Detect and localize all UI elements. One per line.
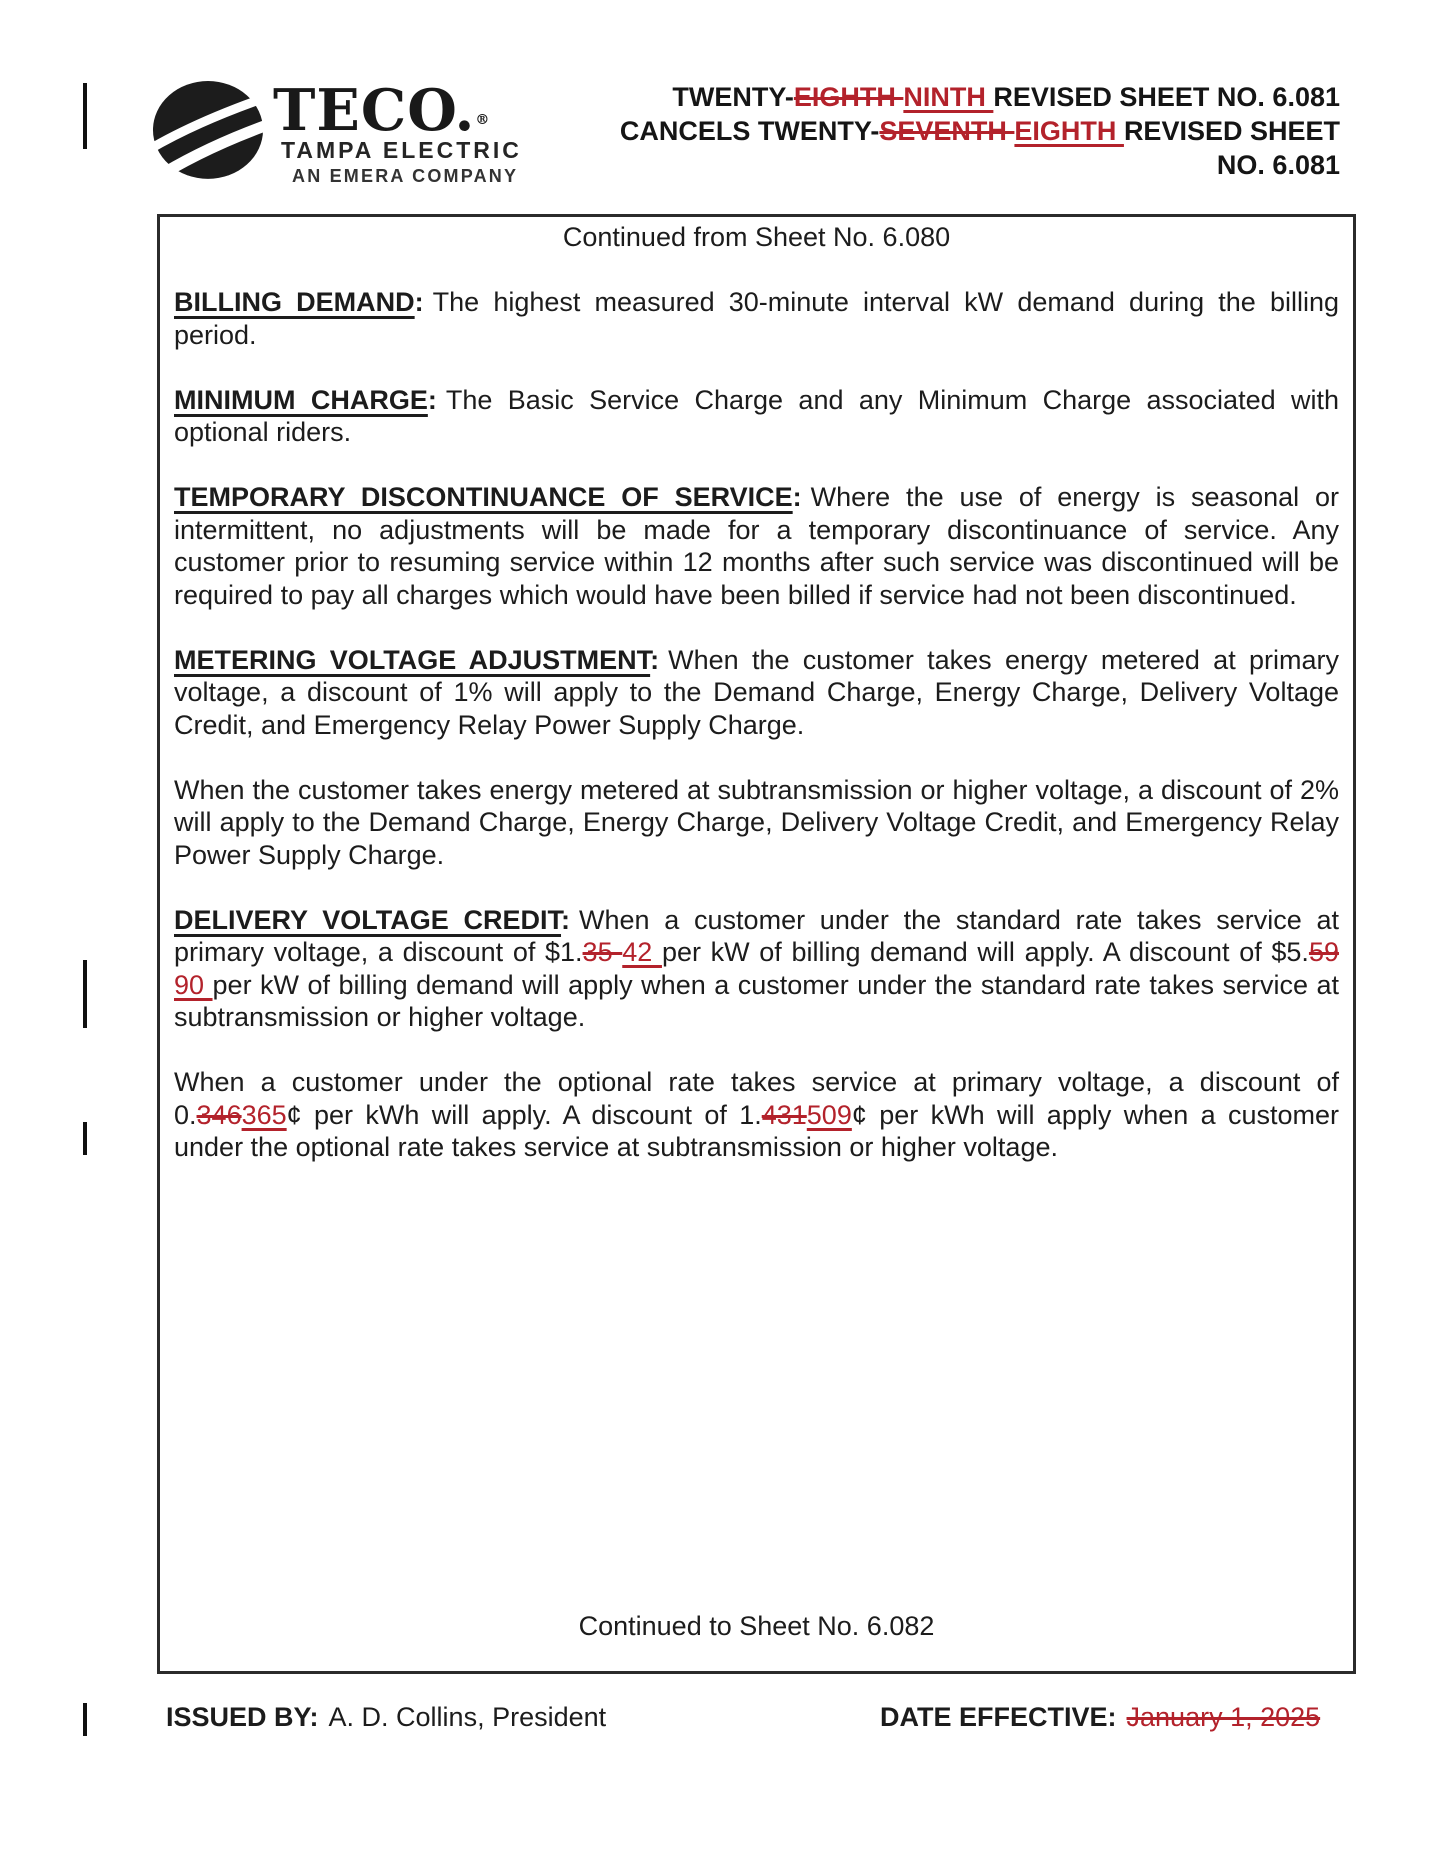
paragraph-heading: METERING VOLTAGE ADJUSTMENT: <box>174 644 660 675</box>
paragraph <box>174 384 1339 449</box>
text-run: NO. 6.081 <box>1216 150 1340 180</box>
inserted-text: 42 <box>622 937 662 967</box>
deleted-text: 59 <box>1308 937 1339 967</box>
date-effective-label: DATE EFFECTIVE: <box>880 1702 1117 1732</box>
inserted-text: 365 <box>241 1099 287 1130</box>
text-run: The highest measured 30-minute interval kW demand during the billing period. <box>174 287 1339 350</box>
teco-wordmark <box>273 77 490 144</box>
paragraph <box>174 904 1339 1034</box>
logo-subtitle: TAMPA ELECTRIC <box>281 137 522 163</box>
text-run: REVISED SHEET <box>1123 116 1340 146</box>
footer-date-effective <box>880 1701 1320 1734</box>
deleted-text: EIGHTH <box>793 82 904 112</box>
text-run: When a customer under the standard rate takes service at primary voltage, a discount of $1. <box>174 904 1339 967</box>
deleted-text: SEVENTH <box>879 116 1015 146</box>
continued-from-line: Continued from Sheet No. 6.080 <box>562 222 951 252</box>
paragraph-list <box>174 286 1339 1164</box>
revision-line <box>620 80 1340 114</box>
paragraph-heading: BILLING DEMAND: <box>174 287 424 317</box>
text-run: Where the use of energy is seasonal or intermittent, no adjustments will be made for a temporary discontinuance of service. Any customer prior to resuming service within 12 months after such service was discontinued will be required to pay all charges which would have been billed if service had not been discontinued. <box>174 482 1339 610</box>
paragraph <box>174 774 1339 872</box>
issued-by-value: A. D. Collins, President <box>328 1702 607 1732</box>
text-run: TWENTY- <box>672 82 794 112</box>
text-run: When the customer takes energy metered at subtransmission or higher voltage, a discount of 2% will apply to the Demand Charge, Energy Charge, Delivery Voltage Credit, and Emergency Relay Power Supply Charge. <box>174 774 1339 870</box>
inserted-text: NINTH <box>903 82 994 112</box>
revision-change-bar <box>83 1122 87 1155</box>
text-run: The Basic Service Charge and any Minimum Charge associated with optional riders. <box>174 384 1339 447</box>
paragraph <box>174 481 1339 611</box>
registered-trademark-symbol: ® <box>475 112 490 128</box>
text-run: CANCELS TWENTY- <box>619 116 880 146</box>
text-run: REVISED SHEET NO. 6.081 <box>993 82 1340 112</box>
text-run: ¢ per kWh will apply when a customer under the optional rate takes service at subtransmission or higher voltage. <box>174 1099 1340 1162</box>
paragraph-heading-text: MINIMUM CHARGE <box>174 384 428 415</box>
deleted-text: January 1, 2025 <box>1126 1702 1321 1732</box>
revision-line <box>620 114 1340 148</box>
paragraph-heading-text: BILLING DEMAND <box>174 287 415 317</box>
footer-issued-by <box>166 1701 606 1734</box>
inserted-text: EIGHTH <box>1014 116 1124 146</box>
revision-line <box>620 148 1340 182</box>
paragraph-heading: MINIMUM CHARGE: <box>174 384 437 415</box>
paragraph-heading: DELIVERY VOLTAGE CREDIT: <box>174 904 571 935</box>
text-run: When the customer takes energy metered at primary voltage, a discount of 1% will apply to the Demand Charge, Energy Charge, Delivery Voltage Credit, and Emergency Relay Power Supply Charge. <box>174 644 1339 740</box>
revision-change-bar <box>83 1703 87 1736</box>
deleted-text: 35 <box>582 937 623 967</box>
inserted-text: 90 <box>174 969 213 1000</box>
text-run: per kW of billing demand will apply. A discount of $5. <box>661 937 1309 967</box>
deleted-text: 431 <box>761 1099 807 1130</box>
paragraph-heading-text: METERING VOLTAGE ADJUSTMENT <box>174 644 651 675</box>
tariff-text-frame <box>157 214 1356 1674</box>
revision-change-bar <box>83 960 87 1028</box>
revision-change-bar <box>83 83 87 149</box>
teco-wordmark-text: TECO. <box>273 77 476 144</box>
inserted-text: 509 <box>806 1099 852 1130</box>
deleted-text: 346 <box>196 1099 242 1130</box>
paragraph-heading-text: DELIVERY VOLTAGE CREDIT <box>174 904 562 935</box>
paragraph-heading: TEMPORARY DISCONTINUANCE OF SERVICE: <box>174 482 802 512</box>
logo-tagline: AN EMERA COMPANY <box>292 166 519 186</box>
paragraph <box>174 286 1339 351</box>
date-effective-value <box>1127 1702 1321 1732</box>
text-run: ¢ per kWh will apply. A discount of 1. <box>286 1099 762 1130</box>
paragraph <box>174 1066 1339 1164</box>
text-run: When a customer under the optional rate takes service at primary voltage, a discount of 0. <box>174 1067 1339 1130</box>
paragraph <box>174 644 1339 742</box>
text-run: per kW of billing demand will apply when a customer under the standard rate takes service at subtransmission or higher voltage. <box>174 969 1339 1032</box>
teco-globe-logo-icon <box>151 79 265 187</box>
continued-to-line: Continued to Sheet No. 6.082 <box>578 1611 935 1641</box>
paragraph-heading-text: TEMPORARY DISCONTINUANCE OF SERVICE <box>174 482 793 512</box>
issued-by-label: ISSUED BY: <box>166 1702 319 1732</box>
revision-heading <box>620 80 1340 182</box>
